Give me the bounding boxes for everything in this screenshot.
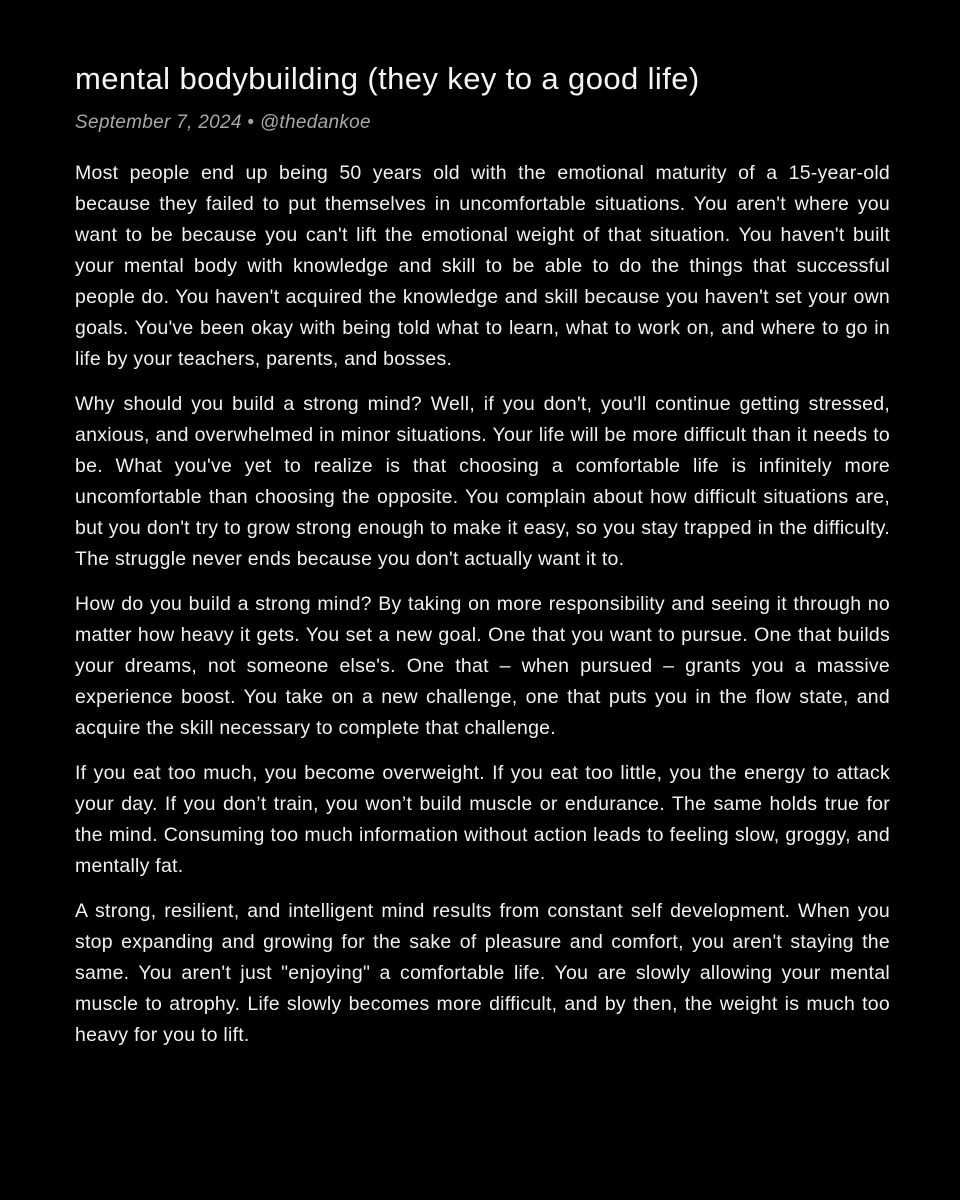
article-body [75,158,890,1051]
paragraph-4: If you eat too much, you become overweight. If you eat too little, you the energy to attack your day. If you don’t train, you won’t build muscle or endurance. The same holds true for the mind. Consuming too much information without action leads to feeling slow, groggy, and mentally fat. [75,761,890,877]
byline: September 7, 2024 • @thedankoe [75,111,371,133]
paragraph-5: A strong, resilient, and intelligent mind results from constant self development. When you stop expanding and growing for the sake of pleasure and comfort, you aren't staying the same. You aren't just "enjoying" a comfortable life. You are slowly allowing your mental muscle to atrophy. Life slowly becomes more difficult, and by then, the weight is much too heavy for you to lift. [75,899,890,1046]
page-title: mental bodybuilding (they key to a good life) [75,61,700,96]
paragraph-3: How do you build a strong mind? By taking on more responsibility and seeing it through no matter how heavy it gets. You set a new goal. One that you want to pursue. One that builds your dreams, not someone else's. One that – when pursued – grants you a massive experience boost. You take on a new challenge, one that puts you in the flow state, and acquire the skill necessary to complete that challenge. [75,592,890,739]
paragraph-1: Most people end up being 50 years old with the emotional maturity of a 15-year-old because they failed to put themselves in uncomfortable situations. You aren't where you want to be because you can't lift the emotional weight of that situation. You haven't built your mental body with knowledge and skill to be able to do the things that successful people do. You haven't acquired the knowledge and skill because you haven't set your own goals. You've been okay with being told what to learn, what to work on, and where to go in life by your teachers, parents, and bosses. [75,161,890,370]
paragraph-2: Why should you build a strong mind? Well, if you don't, you'll continue getting stressed, anxious, and overwhelmed in minor situations. Your life will be more difficult than it needs to be. What you've yet to realize is that choosing a comfortable life is infinitely more uncomfortable than choosing the opposite. You complain about how difficult situations are, but you don't try to grow strong enough to make it easy, so you stay trapped in the difficulty. The struggle never ends because you don't actually want it to. [75,392,890,570]
